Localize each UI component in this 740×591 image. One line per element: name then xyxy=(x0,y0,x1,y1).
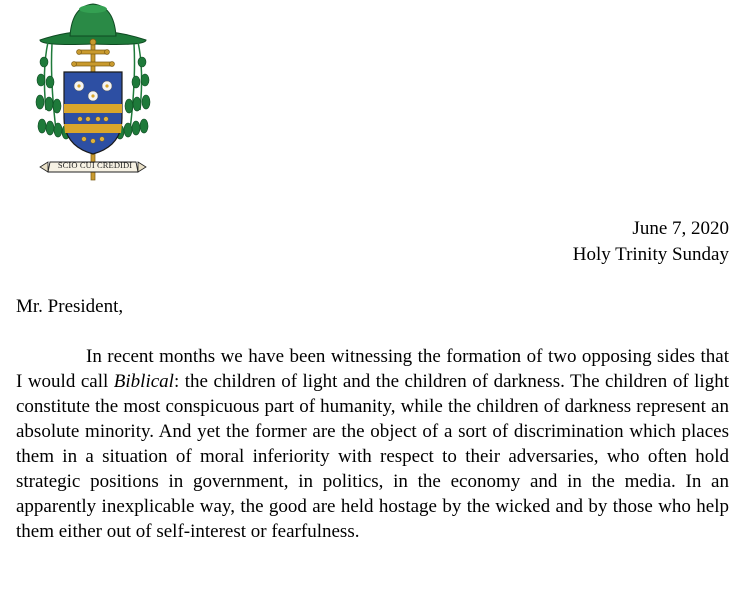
date-block xyxy=(573,216,729,268)
paragraph-text-part2: : the children of light and the children of darkness. The children of light constitute the most conspicuous part of humanity, while the children of darkness represent an absolute minority. And yet the former are the object of a sort of discrimination which places them in a situation of moral inferiority with respect to their adversaries, who often hold strategic positions in government, in politics, in the economy and in the media. In an apparently inexplicable way, the good are held hostage by the wicked and by those who help them either out of self-interest or fearfulness. xyxy=(16,371,729,542)
paragraph-text-part1: In recent months we have been witnessing the formation of two opposing sides that I would call xyxy=(16,346,729,392)
salutation: Mr. President, xyxy=(16,296,124,317)
paragraph-emphasis: Biblical xyxy=(113,371,174,392)
heraldic-shield-icon xyxy=(64,72,122,154)
liturgical-occasion: Holy Trinity Sunday xyxy=(572,244,729,265)
galero-hat-icon xyxy=(40,4,146,45)
motto: SCIO CUI CREDIDI xyxy=(57,160,133,170)
letter-date: June 7, 2020 xyxy=(632,218,729,239)
letter-paragraph xyxy=(16,344,729,544)
